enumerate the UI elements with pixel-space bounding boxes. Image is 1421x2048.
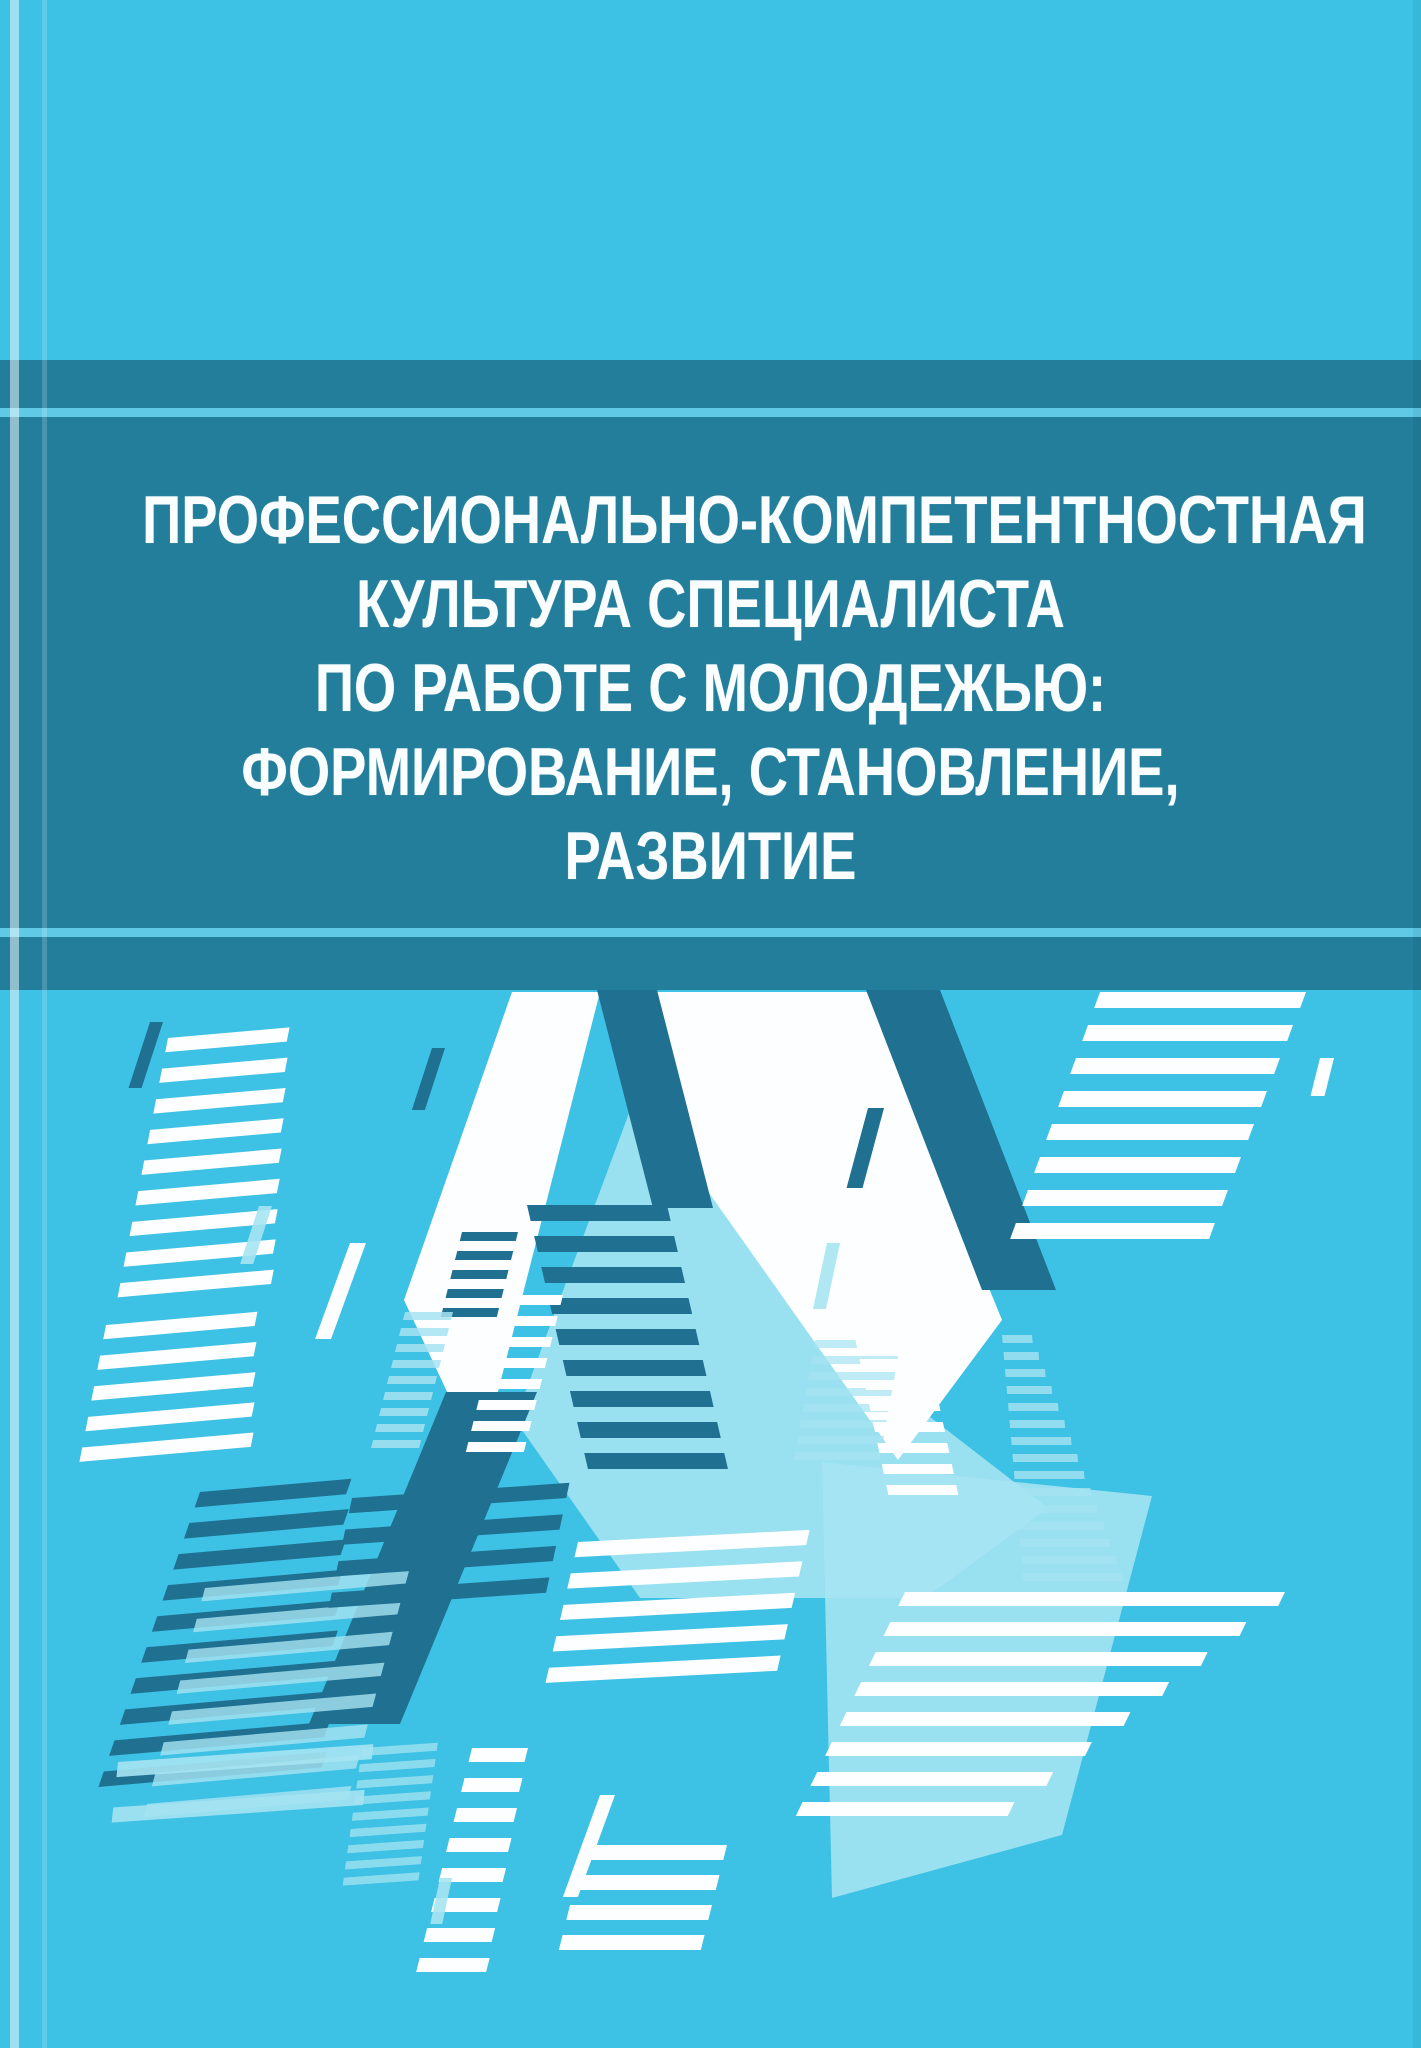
spine-highlight-2 (42, 0, 47, 2048)
title-line-3: ПО РАБОТЕ С МОЛОДЕЖЬЮ: (314, 650, 1107, 726)
band-rule-1 (0, 408, 1421, 417)
title-line-4: ФОРМИРОВАНИЕ, СТАНОВЛЕНИЕ, (241, 734, 1180, 810)
book-title (0, 478, 1421, 898)
title-line-2: КУЛЬТУРА СПЕЦИАЛИСТА (356, 566, 1065, 642)
title-line-1: ПРОФЕССИОНАЛЬНО-КОМПЕТЕНТНОСТНАЯ (142, 482, 1367, 558)
title-line-5: РАЗВИТИЕ (564, 818, 857, 894)
band-rule-2 (0, 928, 1421, 937)
right-edge-shade (1413, 0, 1421, 2048)
spine-highlight-1 (10, 0, 19, 2048)
